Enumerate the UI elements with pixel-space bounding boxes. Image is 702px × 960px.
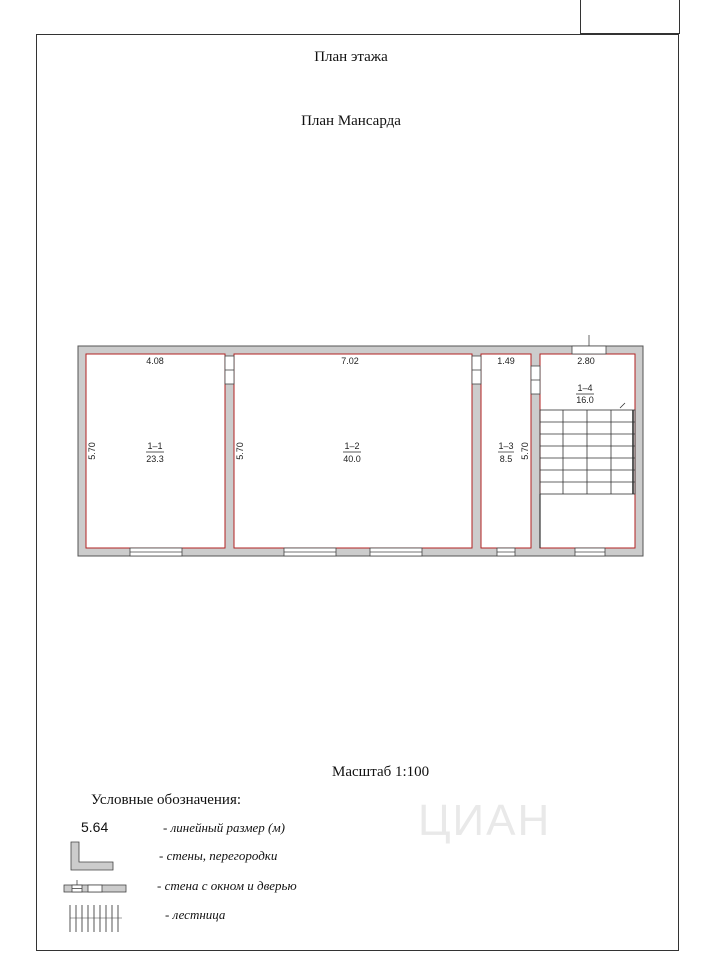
svg-text:1–3: 1–3 xyxy=(498,441,514,451)
legend-item-walls: - стены, перегородки xyxy=(159,848,278,863)
room-1-3-length: 5.70 xyxy=(520,442,530,460)
svg-text:1–4: 1–4 xyxy=(577,383,593,393)
svg-text:8.5: 8.5 xyxy=(499,454,513,464)
watermark: ЦИАН xyxy=(418,796,552,845)
legend-item-stairs: - лестница xyxy=(165,907,226,922)
room-1-1-length: 5.70 xyxy=(87,442,97,460)
attic-plan-title: План Мансарда xyxy=(301,113,401,129)
legend-item-window-door: - стена с окном и дверью xyxy=(157,878,297,893)
legend-item-dimension: - линейный размер (м) xyxy=(163,820,285,835)
room-1-2-length: 5.70 xyxy=(235,442,245,460)
svg-text:16.0: 16.0 xyxy=(576,395,594,405)
room-1-2-width: 7.02 xyxy=(341,356,359,366)
room-1-3-width: 1.49 xyxy=(497,356,515,366)
room-1-1-width: 4.08 xyxy=(146,356,164,366)
legend-stairs-symbol xyxy=(70,905,122,932)
scale-label: Масштаб 1:100 xyxy=(332,764,430,780)
room-1-4-width: 2.80 xyxy=(577,356,595,366)
floor-plan-title: План этажа xyxy=(314,49,388,65)
legend-title: Условные обозначения: xyxy=(91,792,242,808)
legend-wall-symbol xyxy=(71,842,113,870)
legend-window-door-symbol xyxy=(64,880,126,892)
svg-text:1–1: 1–1 xyxy=(147,441,163,451)
legend-dimension-sample: 5.64 xyxy=(81,819,109,835)
svg-text:23.3: 23.3 xyxy=(146,454,164,464)
svg-text:40.0: 40.0 xyxy=(343,454,361,464)
svg-text:1–2: 1–2 xyxy=(344,441,360,451)
